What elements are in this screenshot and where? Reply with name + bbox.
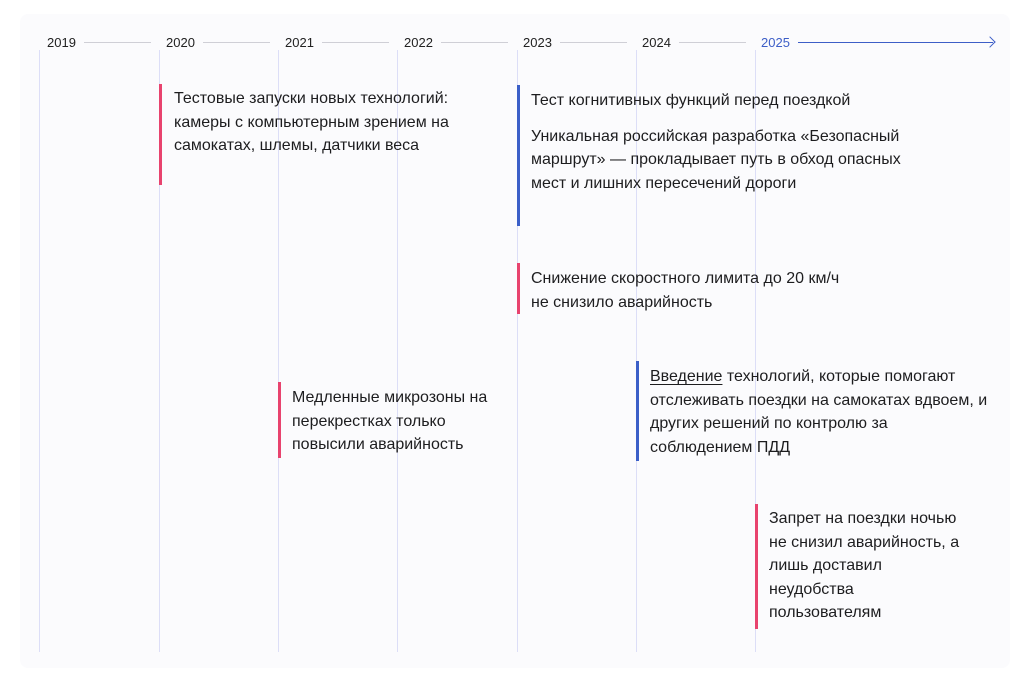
event-text: Медленные микрозоны на перекрестках только повысили аварийность: [292, 389, 488, 453]
year-2020: [166, 32, 270, 52]
event-2025-night-ban: [769, 507, 969, 625]
year-2025: [761, 32, 993, 52]
axis-segment: [441, 42, 508, 43]
year-label: 2019: [47, 35, 84, 50]
year-2021: [285, 32, 389, 52]
event-text: Запрет на поездки ночью не снизил аварийность, а лишь доставил неудобства пользователям: [769, 510, 960, 621]
axis-segment: [322, 42, 389, 43]
axis-segment: [679, 42, 746, 43]
year-label-current: 2025: [761, 35, 798, 50]
year-2022: [404, 32, 508, 52]
event-marker-negative: [278, 382, 281, 458]
year-label: 2023: [523, 35, 560, 50]
event-marker-positive: [636, 361, 639, 461]
year-label: 2020: [166, 35, 203, 50]
year-label: 2021: [285, 35, 322, 50]
event-2023-speed-limit: [531, 267, 861, 314]
event-text-secondary: Уникальная российская разработка «Безопасный маршрут» — прокладывает путь в обход опасных мест и лишних пересечений дороги: [531, 127, 901, 192]
event-text: Тестовые запуски новых технологий: камеры с компьютерным зрением на самокатах, шлемы, датчики веса: [174, 90, 449, 154]
year-label: 2024: [642, 35, 679, 50]
event-text: Тест когнитивных функций перед поездкой: [531, 92, 851, 109]
timeline-card: [20, 14, 1010, 668]
axis-segment: [84, 42, 151, 43]
axis-segment: [203, 42, 270, 43]
year-2019: [47, 32, 151, 52]
event-marker-negative: [159, 84, 162, 185]
event-text: Снижение скоростного лимита до 20 км/ч не снизило аварийность: [531, 270, 840, 311]
event-marker-negative: [755, 504, 758, 629]
introduction-link[interactable]: Введение: [650, 368, 723, 385]
arrow-right-icon: [984, 36, 995, 47]
event-text-rest: технологий, которые помогают отслеживать поездки на самокатах вдвоем, и других решений по контролю за соблюдением ПДД: [650, 368, 988, 456]
event-2023-cognitive-test: [531, 89, 926, 195]
event-marker-positive: [517, 85, 520, 226]
event-marker-negative: [517, 263, 520, 314]
axis-segment-current: [798, 42, 993, 43]
year-line-2019: [39, 50, 40, 652]
year-label: 2022: [404, 35, 441, 50]
year-2023: [523, 32, 627, 52]
year-2024: [642, 32, 746, 52]
event-2021-slow-zones: [292, 386, 517, 457]
event-text: [650, 365, 990, 459]
axis-segment: [560, 42, 627, 43]
event-2024-tracking-tech: [650, 365, 990, 459]
event-2020-technology-tests: [174, 87, 504, 158]
